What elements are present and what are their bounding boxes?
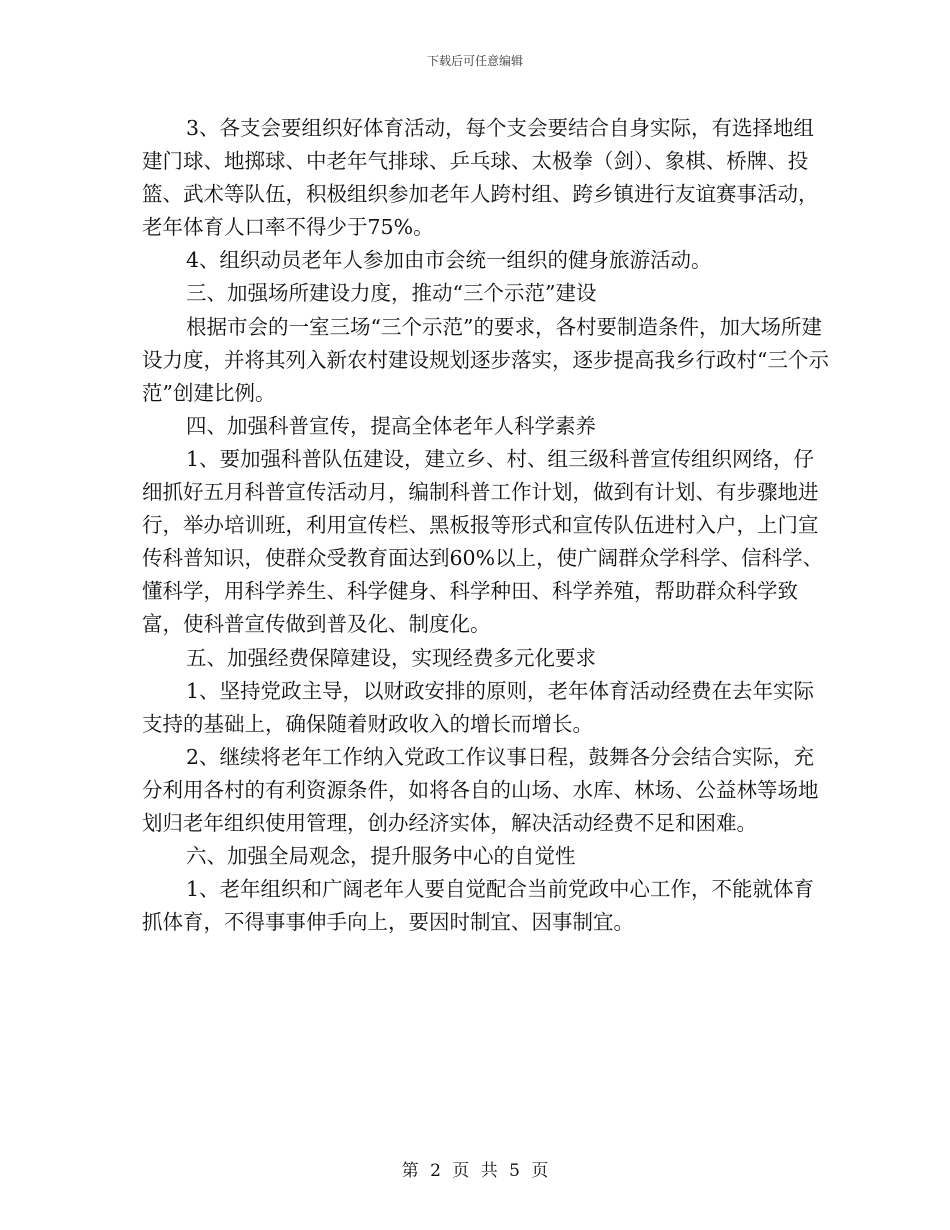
paragraph-sports-activities: 3、各支会要组织好体育活动，每个支会要结合自身实际，有选择地组建门球、地掷球、中老年气排球、乒乓球、太极拳（剑）、象棋、桥牌、投篮、武术等队伍，积极组织参加老年人跨村组、跨乡镇进行友谊赛事活动，老年体育人口率不得少于75%。 (142, 116, 819, 240)
paragraph-funding-principle: 1、坚持党政主导，以财政安排的原则，老年体育活动经费在去年实际支持的基础上，确保随着财政收入的增长而增长。 (142, 678, 815, 736)
heading-section-5: 五、加强经费保障建设，实现经费多元化要求 (186, 645, 596, 670)
paragraph-venue-construction: 根据市会的一室三场“三个示范”的要求，各村要制造条件，加大场所建设力度，并将其列入新农村建设规划逐步落实，逐步提高我乡行政村“三个示范”创建比例。 (142, 314, 829, 405)
document-body (142, 112, 832, 939)
paragraph-fitness-tourism: 4、组织动员老年人参加由市会统一组织的健身旅游活动。 (186, 248, 712, 273)
page-header: 下载后可任意编辑 (426, 54, 523, 68)
paragraph-service-center: 1、老年组织和广阔老年人要自觉配合当前党政中心工作，不能就体育抓体育，不得事事伸手向上，要因时制宜、因事制宜。 (142, 877, 815, 935)
paragraph-science-publicity: 1、要加强科普队伍建设，建立乡、村、组三级科普宣传组织网络，仔细抓好五月科普宣传活动月，编制科普工作计划，做到有计划、有步骤地进行，举办培训班，利用宣传栏、黑板报等形式和宣传队伍进村入户，上门宣传科普知识，使群众受教育面达到60%以上，使广阔群众学科学、信科学、懂科学，用科学养生、科学健身、科学种田、科学养殖，帮助群众科学致富，使科普宣传做到普及化、制度化。 (142, 446, 824, 637)
paragraph-funding-resources: 2、继续将老年工作纳入党政工作议事日程，鼓舞各分会结合实际，充分利用各村的有利资源条件，如将各自的山场、水库、林场、公益林等场地划归老年组织使用管理，创办经济实体，解决活动经费不足和困难。 (142, 744, 819, 835)
heading-section-6: 六、加强全局观念，提升服务中心的自觉性 (186, 844, 576, 869)
page-footer: 第 2 页 共 5 页 (401, 1161, 549, 1181)
heading-section-3: 三、加强场所建设力度，推动“三个示范”建设 (186, 281, 597, 306)
heading-section-4: 四、加强科普宣传，提高全体老年人科学素养 (186, 413, 596, 438)
